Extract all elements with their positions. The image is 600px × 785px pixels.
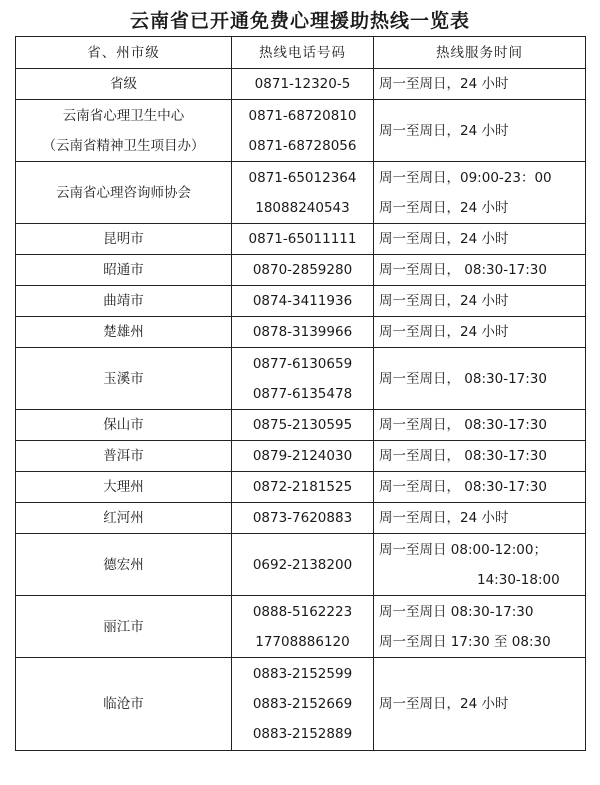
- region-cell: [16, 658, 232, 751]
- hours-cell-line: 周一至周日，24 小时: [379, 199, 509, 216]
- region-cell-line: 昭通市: [103, 262, 144, 278]
- hours-cell: [374, 441, 586, 472]
- table-row: [16, 100, 586, 162]
- hours-cell-line: 周一至周日，24 小时: [379, 324, 509, 340]
- region-cell: [16, 69, 232, 100]
- hours-cell-line: 周一至周日，24 小时: [379, 231, 509, 247]
- phone-cell-line: 0883-2152889: [252, 726, 353, 742]
- region-cell: [16, 472, 232, 503]
- region-cell: [16, 286, 232, 317]
- phone-cell-line: 0873-7620883: [252, 510, 353, 526]
- phone-cell-line: 0877-6135478: [252, 385, 353, 402]
- phone-cell: [232, 348, 374, 410]
- region-cell-line: 玉溪市: [103, 370, 144, 387]
- table-row: [16, 224, 586, 255]
- phone-cell: [232, 224, 374, 255]
- table-row: [16, 534, 586, 596]
- hours-cell: [374, 255, 586, 286]
- phone-cell-line: 0871-65011111: [248, 231, 357, 247]
- phone-cell-line: 0692-2138200: [252, 556, 353, 573]
- hours-cell-line: 周一至周日， 08:30-17:30: [379, 479, 547, 495]
- hours-cell-line: 周一至周日，24 小时: [379, 76, 509, 92]
- region-cell-line: 保山市: [103, 417, 144, 433]
- hours-cell: [374, 596, 586, 658]
- region-cell-line: 云南省心理卫生中心: [62, 107, 185, 124]
- region-cell-line: 丽江市: [103, 618, 144, 635]
- hours-cell-line: 周一至周日， 08:30-17:30: [379, 370, 547, 387]
- hours-cell: [374, 317, 586, 348]
- header-row: [16, 37, 586, 69]
- phone-cell-line: 0871-65012364: [248, 169, 357, 186]
- region-cell: [16, 224, 232, 255]
- phone-cell-line: 0883-2152669: [252, 696, 353, 712]
- region-cell-line: 德宏州: [103, 556, 144, 573]
- region-cell: [16, 410, 232, 441]
- phone-cell-line: 0874-3411936: [252, 293, 353, 309]
- phone-cell-line: 17708886120: [255, 633, 350, 650]
- region-cell: [16, 503, 232, 534]
- region-cell-line: 曲靖市: [103, 293, 144, 309]
- hours-cell-line: 14:30-18:00: [477, 571, 560, 588]
- hours-cell-line: 周一至周日，24 小时: [379, 696, 509, 712]
- phone-cell-line: 18088240543: [255, 199, 350, 216]
- region-cell-line: 大理州: [103, 479, 144, 495]
- region-cell: [16, 441, 232, 472]
- phone-cell: [232, 658, 374, 751]
- phone-cell: [232, 441, 374, 472]
- phone-cell: [232, 596, 374, 658]
- hours-cell: [374, 503, 586, 534]
- hours-cell: [374, 100, 586, 162]
- phone-cell-line: 0872-2181525: [252, 479, 353, 495]
- header-region: 省、州市级: [16, 37, 232, 69]
- hours-cell-line: 周一至周日 17:30 至 08:30: [379, 633, 551, 650]
- hours-cell: [374, 69, 586, 100]
- hours-cell: [374, 348, 586, 410]
- phone-cell: [232, 410, 374, 441]
- region-cell-line: 云南省心理咨询师协会: [56, 184, 191, 201]
- table-row: [16, 410, 586, 441]
- region-cell-line: 红河州: [103, 510, 144, 526]
- region-cell: [16, 596, 232, 658]
- phone-cell: [232, 472, 374, 503]
- region-cell-line: 楚雄州: [103, 324, 144, 340]
- hours-cell: [374, 472, 586, 503]
- phone-cell-line: 0879-2124030: [252, 448, 353, 464]
- phone-cell: [232, 255, 374, 286]
- region-cell: [16, 255, 232, 286]
- table-row: [16, 658, 586, 751]
- hours-cell-line: 周一至周日 08:30-17:30: [379, 603, 534, 620]
- phone-cell-line: 0875-2130595: [252, 417, 353, 433]
- header-hours: 热线服务时间: [374, 37, 586, 69]
- table-row: [16, 503, 586, 534]
- phone-cell-line: 0883-2152599: [252, 666, 353, 682]
- phone-cell-line: 0878-3139966: [252, 324, 353, 340]
- page-title: 云南省已开通免费心理援助热线一览表: [129, 10, 470, 32]
- phone-cell-line: 0870-2859280: [252, 262, 353, 278]
- hours-cell-line: 周一至周日，09:00-23：00: [379, 169, 552, 186]
- region-cell-line: （云南省精神卫生项目办）: [42, 137, 205, 154]
- region-cell: [16, 162, 232, 224]
- phone-cell: [232, 162, 374, 224]
- region-cell: [16, 534, 232, 596]
- region-cell: [16, 100, 232, 162]
- region-cell: [16, 348, 232, 410]
- hours-cell-line: 周一至周日， 08:30-17:30: [379, 417, 547, 433]
- hours-cell: [374, 658, 586, 751]
- phone-cell-line: 0888-5162223: [252, 603, 353, 620]
- region-cell-line: 临沧市: [103, 696, 144, 712]
- phone-cell: [232, 286, 374, 317]
- table-row: [16, 441, 586, 472]
- region-cell-line: 普洱市: [103, 448, 144, 464]
- hours-cell-line: 周一至周日， 08:30-17:30: [379, 448, 547, 464]
- region-cell-line: 昆明市: [103, 231, 144, 247]
- table-row: [16, 472, 586, 503]
- phone-cell: [232, 317, 374, 348]
- table-body: [16, 69, 586, 751]
- header-phone: 热线电话号码: [232, 37, 374, 69]
- phone-cell-line: 0877-6130659: [252, 355, 353, 372]
- hours-cell-line: 周一至周日，24 小时: [379, 293, 509, 309]
- hours-cell: [374, 286, 586, 317]
- region-cell-line: 省级: [110, 76, 137, 92]
- hours-cell-line: 周一至周日，24 小时: [379, 122, 509, 139]
- table-row: [16, 348, 586, 410]
- table-row: [16, 162, 586, 224]
- hours-cell: [374, 410, 586, 441]
- hours-cell: [374, 224, 586, 255]
- phone-cell-line: 0871-68720810: [248, 107, 357, 124]
- table-row: [16, 255, 586, 286]
- phone-cell-line: 0871-12320-5: [254, 76, 351, 92]
- table-row: [16, 286, 586, 317]
- phone-cell: [232, 69, 374, 100]
- table-row: [16, 317, 586, 348]
- hours-cell: [374, 534, 586, 596]
- phone-cell: [232, 503, 374, 534]
- table-row: [16, 596, 586, 658]
- table-row: [16, 69, 586, 100]
- hours-cell-line: 周一至周日 08:00-12:00；: [379, 541, 547, 558]
- hours-cell-line: 周一至周日，24 小时: [379, 510, 509, 526]
- hours-cell-line: 周一至周日， 08:30-17:30: [379, 262, 547, 278]
- hotline-table: [15, 36, 586, 751]
- phone-cell-line: 0871-68728056: [248, 137, 357, 154]
- hours-cell: [374, 162, 586, 224]
- phone-cell: [232, 100, 374, 162]
- phone-cell: [232, 534, 374, 596]
- region-cell: [16, 317, 232, 348]
